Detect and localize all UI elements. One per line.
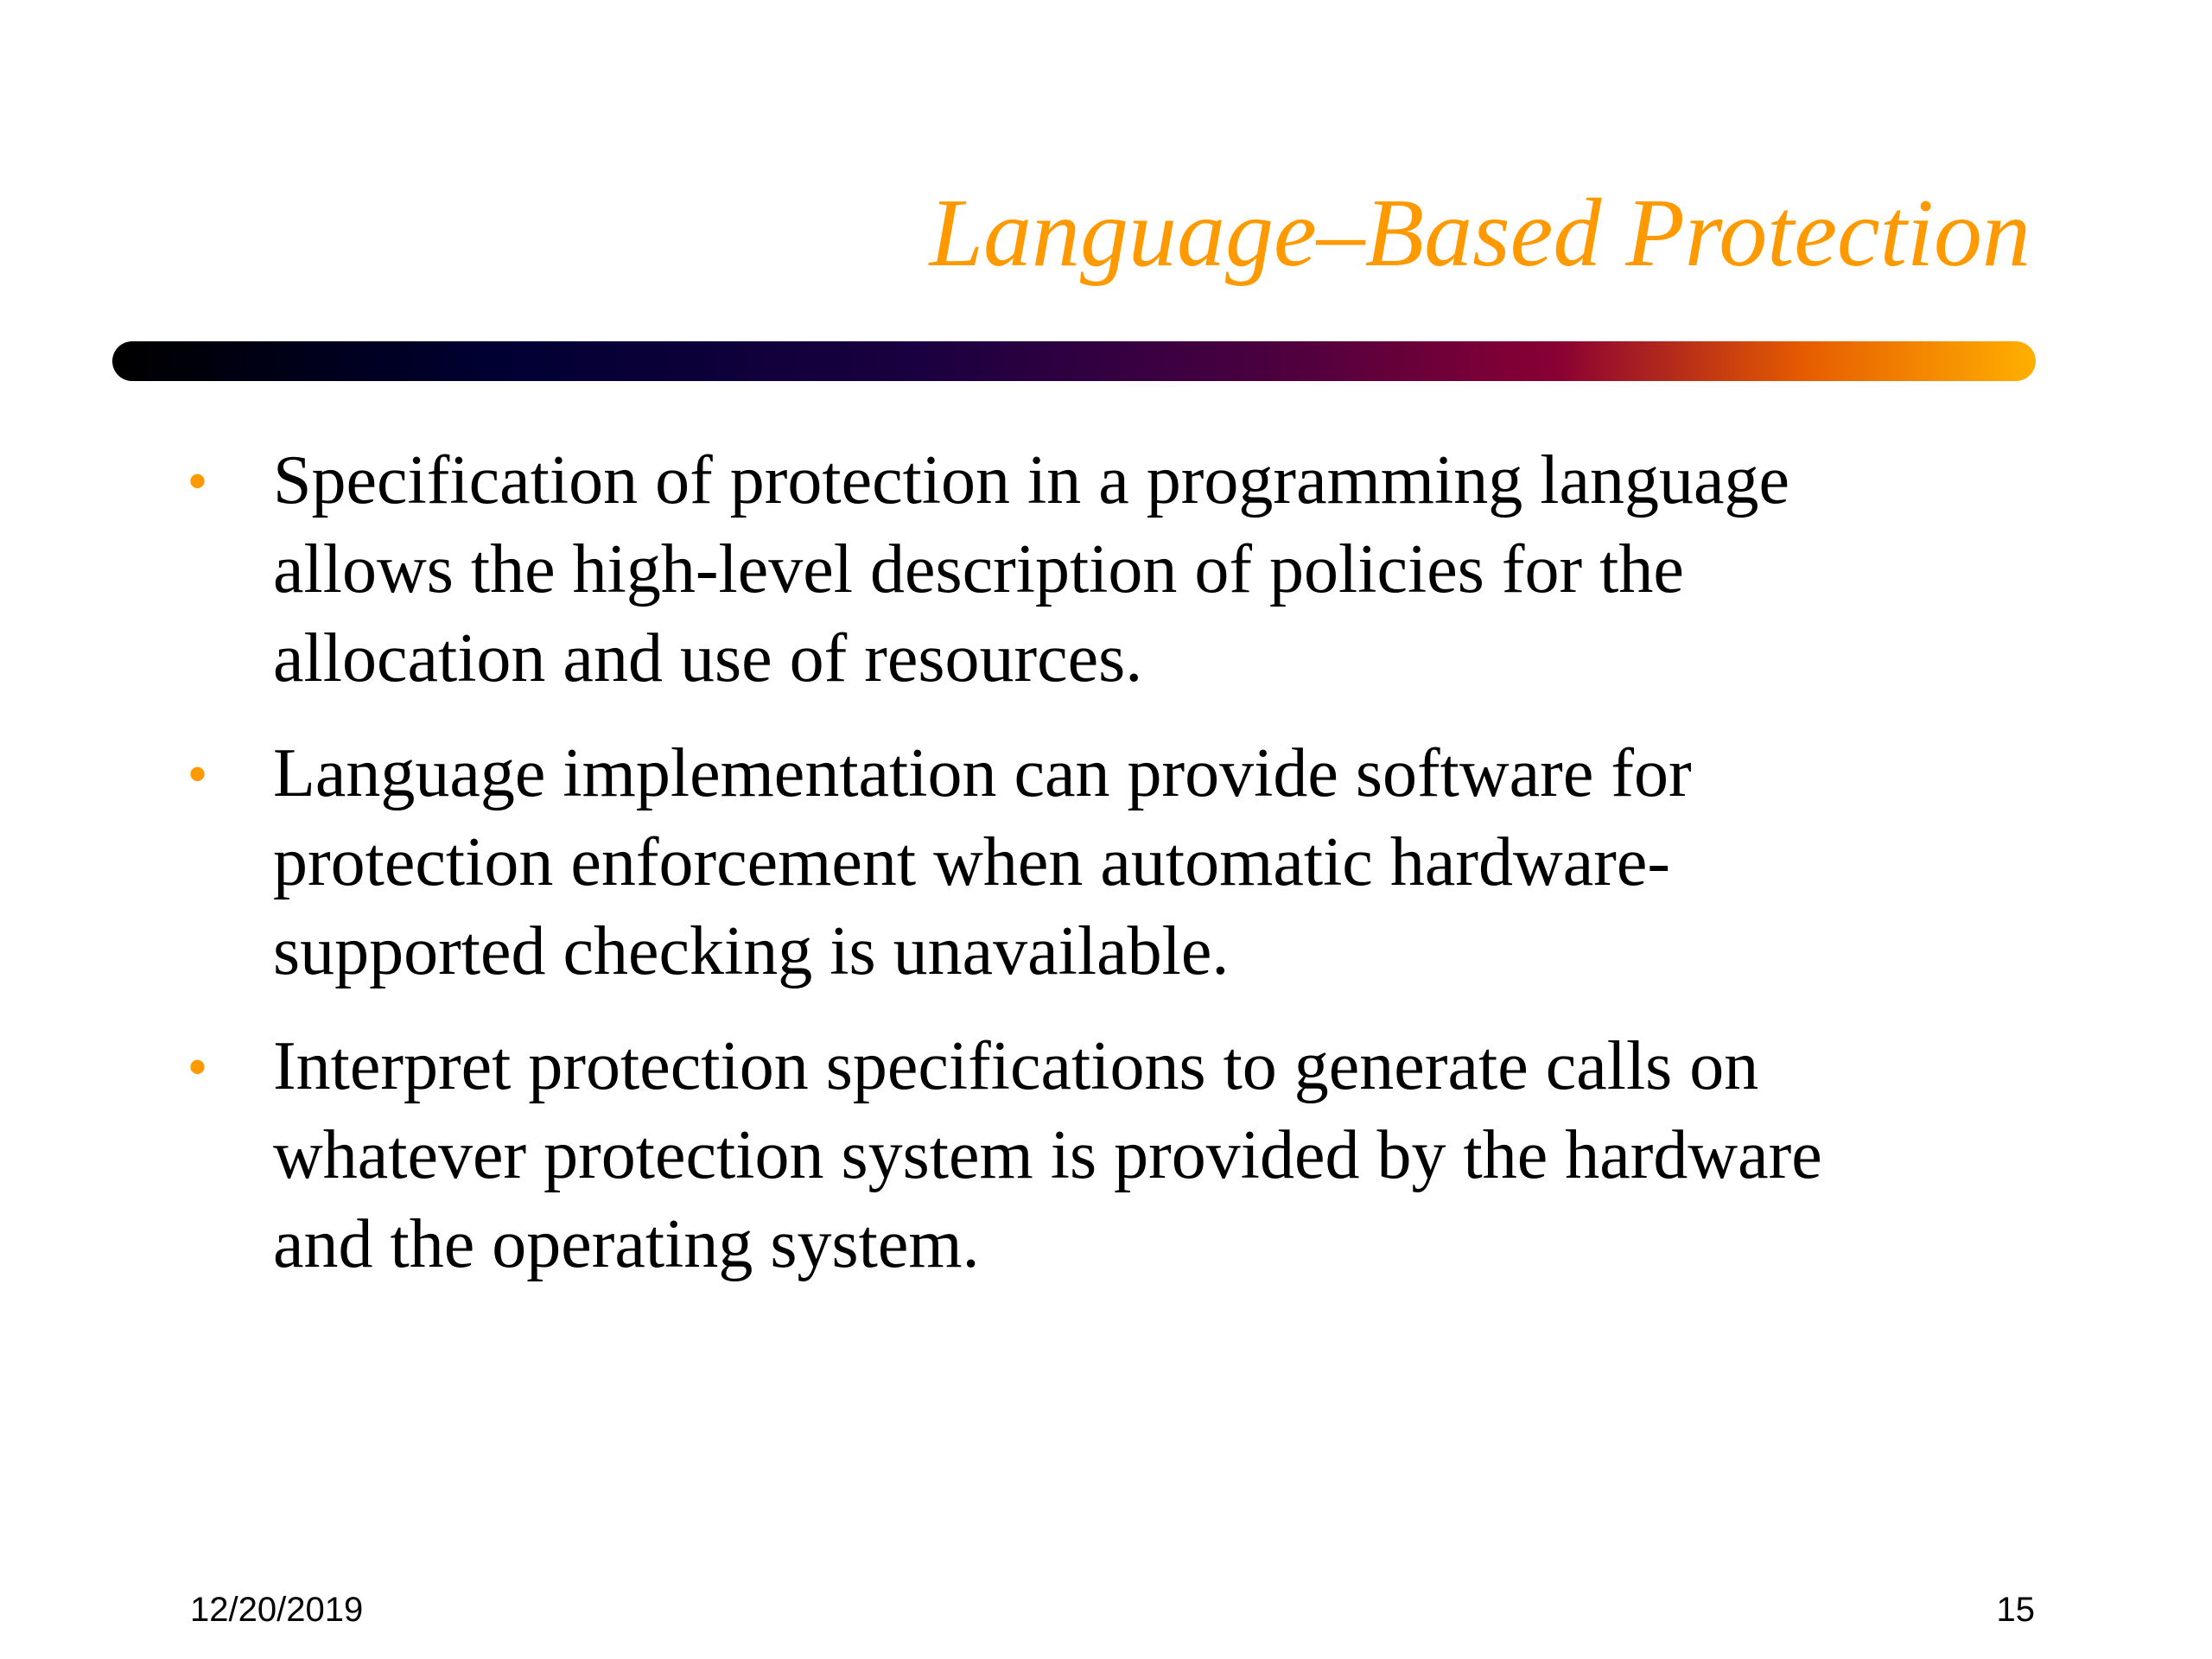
bullet-line: Specification of protection in a programming language [273,442,1789,518]
bullet-line: and the operating system. [273,1206,980,1282]
bullet-item [0,1022,2212,1289]
footer-date: 12/20/2019 [190,1591,364,1629]
bullet-text [273,1022,2001,1289]
slide-title: Language–Based Protection [929,180,2031,287]
title-gradient-bar [112,341,2036,381]
bullet-marker-icon: • [188,745,207,803]
bullet-line: supported checking is unavailable. [273,913,1230,989]
bullet-text [273,729,2001,996]
bullet-line: protection enforcement when automatic hardware- [273,824,1671,900]
bullet-marker-icon: • [188,1038,207,1096]
bullet-item [0,729,2212,996]
footer-page-number: 15 [1996,1591,2035,1629]
bullet-item [0,436,2212,703]
bullet-text [273,436,2001,703]
bullet-line: allocation and use of resources. [273,620,1143,696]
bullet-list [0,436,2212,1315]
bullet-line: Language implementation can provide software for [273,735,1692,811]
bullet-line: allows the high-level description of policies for the [273,531,1684,607]
bullet-marker-icon: • [188,452,207,510]
bullet-line: whatever protection system is provided by the hardware [273,1117,1822,1193]
bullet-line: Interpret protection specifications to generate calls on [273,1028,1759,1104]
